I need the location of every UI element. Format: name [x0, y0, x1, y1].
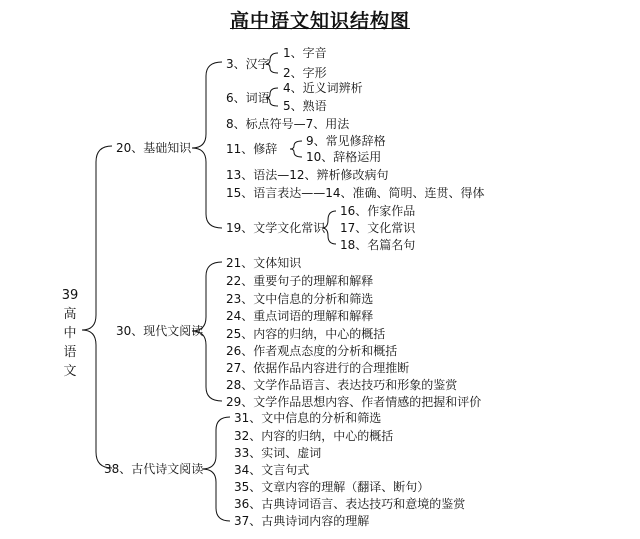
root-brace [82, 146, 112, 468]
classical-item: 37、古典诗词内容的理解 [234, 514, 370, 528]
modern-item: 28、文学作品语言、表达技巧和形象的鉴赏 [226, 378, 458, 392]
modern-item: 29、文学作品思想内容、作者情感的把握和评价 [226, 395, 482, 409]
basic-subitem: 10、辞格运用 [306, 150, 382, 164]
basic-item: 3、汉字 [226, 57, 270, 71]
root-char: 语 [63, 345, 77, 360]
root-number: 39 [61, 288, 79, 303]
basic-subitem: 16、作家作品 [340, 204, 416, 218]
basic-item: 19、文学文化常识 [226, 221, 326, 235]
classical-item: 31、文中信息的分析和筛选 [234, 411, 382, 425]
basic-subitem: 1、字音 [283, 46, 327, 60]
basic-item: 13、语法—12、辨析修改病句 [226, 168, 389, 182]
branch-basic-knowledge: 20、基础知识 [116, 141, 192, 155]
basic-subitem: 18、名篇名句 [340, 238, 416, 252]
root-char: 高 [63, 307, 77, 322]
modern-item: 24、重点词语的理解和解释 [226, 309, 374, 323]
classical-item: 32、内容的归纳，中心的概括 [234, 429, 394, 443]
classical-item: 33、实词、虚词 [234, 446, 322, 460]
branch-brace-basic [192, 62, 222, 228]
basic-subitem: 4、近义词辨析 [283, 81, 363, 95]
modern-item: 26、作者观点态度的分析和概括 [226, 344, 398, 358]
branch-brace-classical [202, 417, 230, 521]
basic-item: 6、词语 [226, 91, 270, 105]
basic-item: 11、修辞 [226, 142, 278, 156]
modern-item: 23、文中信息的分析和筛选 [226, 292, 374, 306]
basic-subitem: 17、文化常识 [340, 221, 416, 235]
modern-item: 21、文体知识 [226, 256, 302, 270]
basic-item: 15、语言表达——14、准确、简明、连贯、得体 [226, 186, 485, 200]
branch-modern-reading: 30、现代文阅读 [116, 324, 204, 338]
modern-item: 25、内容的归纳，中心的概括 [226, 327, 386, 341]
basic-item: 8、标点符号—7、用法 [226, 117, 350, 131]
sub-brace-xiuci [290, 141, 302, 157]
basic-subitem: 2、字形 [283, 66, 327, 80]
root-char: 文 [63, 364, 77, 379]
diagram-title: 高中语文知识结构图 [229, 10, 410, 32]
basic-subitem: 5、熟语 [283, 99, 327, 113]
root-char: 中 [63, 326, 77, 341]
classical-item: 34、文言句式 [234, 463, 310, 477]
branch-classical-reading: 38、古代诗文阅读 [104, 462, 204, 476]
classical-item: 36、古典诗词语言、表达技巧和意境的鉴赏 [234, 497, 466, 511]
classical-item: 35、文章内容的理解（翻译、断句） [234, 480, 430, 494]
basic-subitem: 9、常见修辞格 [306, 134, 386, 148]
modern-item: 22、重要句子的理解和解释 [226, 274, 374, 288]
modern-item: 27、依据作品内容进行的合理推断 [226, 361, 410, 375]
